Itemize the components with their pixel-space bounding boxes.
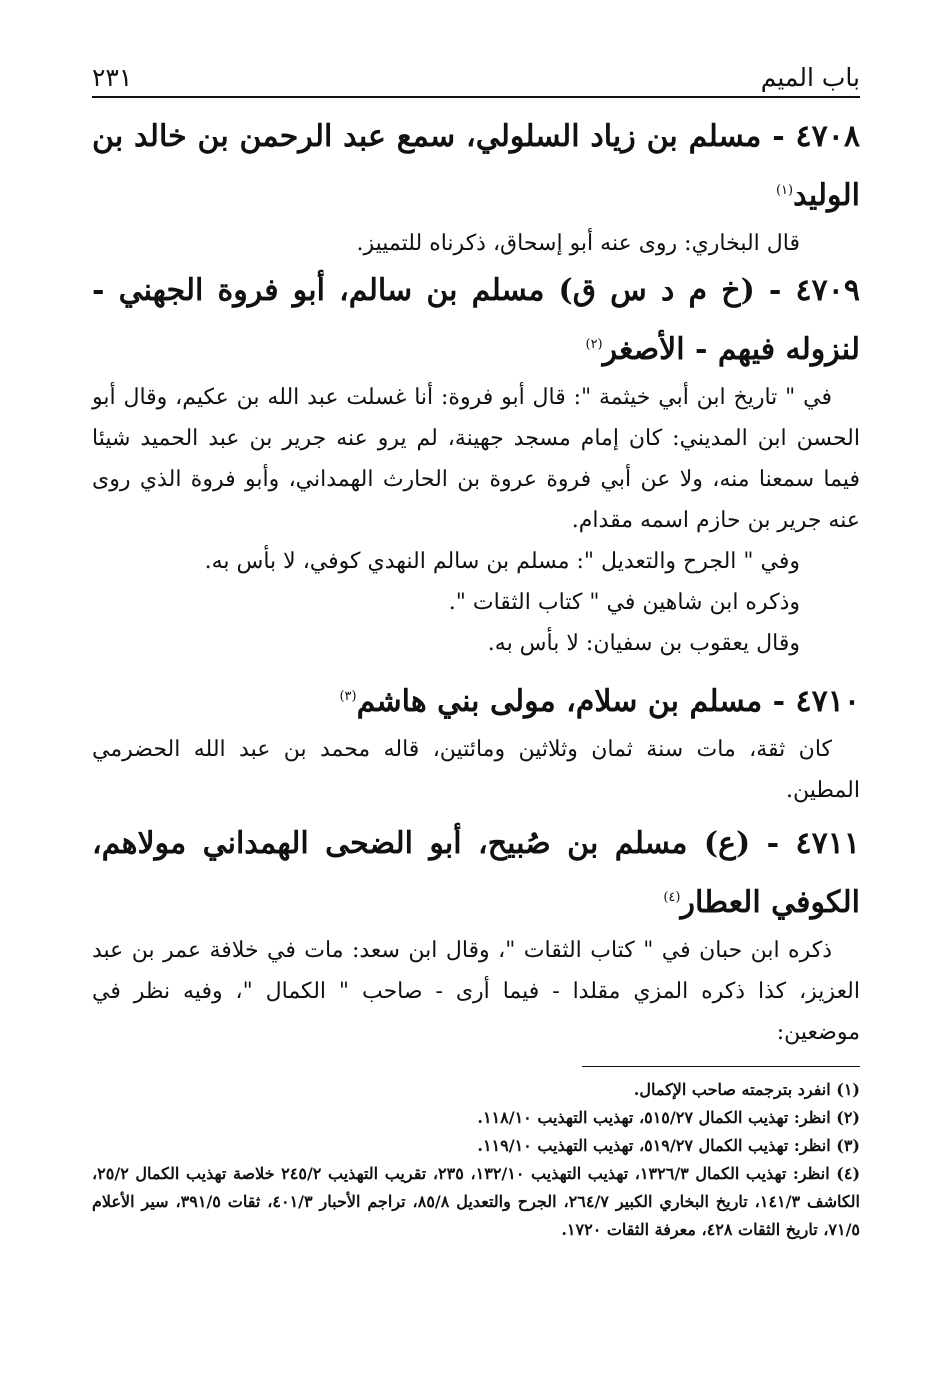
entry-4709-shahin: وذكره ابن شاهين في " كتاب الثقات ". [448,590,800,615]
footnote-3: (٣) انظر: تهذيب الكمال ٥١٩/٢٧، تهذيب التهذيب ١١٩/١٠. [477,1136,860,1155]
footnote-divider [582,1066,860,1067]
footnote-4: (٤) انظر: تهذيب الكمال ١٣٢٦/٣، تهذيب التهذيب ١٣٢/١٠، ٢٣٥، تقريب التهذيب ٢٤٥/٢ خلاصة تهذيب الكمال ٢٥/٢، الكاشف ١٤١/٣، تاريخ البخاري الكبير ٢٦٤/٧، الجرح والتعديل ٨٥/٨، تراجم الأحبار ٤٠١/٣، ثقات ٣٩١/٥، سير الأعلام ٧١/٥، تاريخ الثقات ٤٢٨، معرفة الثقات ١٧٢٠. [92,1164,861,1239]
footnote-ref-1: (١) [775,183,794,198]
entry-4710-text: كان ثقة، مات سنة ثمان وثلاثين ومائتين، قاله محمد بن عبد الله الحضرمي المطين. [92,737,860,803]
entry-heading-4710: ٤٧١٠ - مسلم بن سلام، مولى بني هاشم$^{(٣)}$ [339,684,860,719]
footnote-ref-2: (٢) [585,337,603,352]
entry-4709-text: في " تاريخ ابن أبي خيثمة ": قال أبو فروة: أنا غسلت عبد الله بن عكيم، وقال أبو الحسن ابن المديني: كان إمام مسجد جهينة، لم يرو عنه جرير بن عبد الحميد شيئا فيما سمعنا منه، ولا عن أبي فروة عروة بن الحارث الهمداني، وأبو فروة الذي روى عنه جرير بن حازم اسمه مقدام. [92,385,860,533]
footnote-ref-3: (٣) [339,689,357,704]
entry-heading-4711: ٤٧١١ - (ع) مسلم بن صُبيح، أبو الضحى الهمداني مولاهم، الكوفي العطار$^{(٤)}$ [92,826,860,920]
chapter-title: باب الميم [760,63,860,92]
running-header [92,56,860,98]
entry-4709-jarh: وفي " الجرح والتعديل ": مسلم بن سالم النهدي كوفي، لا بأس به. [204,549,800,574]
footnote-ref-4: (٤) [663,890,681,905]
entry-4711-text: ذكره ابن حبان في " كتاب الثقات "، وقال ابن سعد: مات في خلافة عمر بن عبد العزيز، كذا ذكره المزي مقلدا - فيما أرى - صاحب " الكمال "، وفيه نظر في موضعين: [92,938,860,1045]
entry-4709-yaqub: وقال يعقوب بن سفيان: لا بأس به. [487,631,800,656]
entry-heading-4708: ٤٧٠٨ - مسلم بن زياد السلولي، سمع عبد الرحمن بن خالد بن الوليد$^{(١)}$ [92,119,860,213]
footnotes [92,1076,860,1244]
footnote-2: (٢) انظر: تهذيب الكمال ٥١٥/٢٧، تهذيب التهذيب ١١٨/١٠. [477,1108,860,1127]
page-number: ٢٣١ [92,63,133,92]
entry-heading-4709: ٤٧٠٩ - (خ م د س ق) مسلم بن سالم، أبو فروة الجهني - لنزوله فيهم - الأصغر$^{(٢)}$ [92,273,860,367]
entry-4708-text: قال البخاري: روى عنه أبو إسحاق، ذكرناه للتمييز. [356,231,800,256]
footnote-1: (١) انفرد بترجمته صاحب الإكمال. [633,1080,860,1099]
main-text [92,110,860,1053]
